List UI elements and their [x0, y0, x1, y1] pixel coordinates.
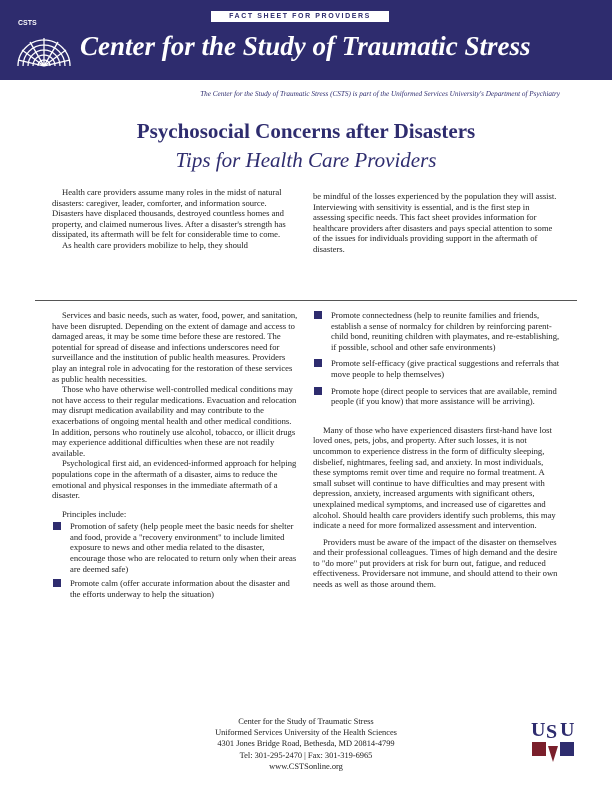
usu-letter: U	[531, 719, 546, 741]
list-item	[52, 521, 300, 574]
intro-left-column	[52, 187, 294, 251]
page-subtitle: Tips for Health Care Providers	[175, 148, 437, 172]
list-item	[52, 578, 300, 599]
header-banner	[0, 0, 612, 80]
bullet-square-icon	[53, 522, 61, 530]
list-item-text: Promote self-efficacy (give practical suggestions and referrals that move people to help themselves)	[331, 358, 560, 379]
usu-logo-icon	[530, 716, 576, 764]
footer-website-link[interactable]: www.CSTSonline.org	[269, 761, 343, 771]
fact-sheet-label: FACT SHEET FOR PROVIDERS	[211, 11, 389, 22]
list-item-text: Promotion of safety (help people meet the basic needs for shelter and food, provide a "recovery environment" to include limited exposure to news and other media related to the disaster, encourage those who are relocated to return only when their areas are deemed safe)	[70, 521, 297, 574]
body-paragraph: Many of those who have experienced disasters first-hand have lost loved ones, pets, jobs, and property. After such losses, it is not uncommon to experience distress in the form of difficulty sleeping, disbelief, nightmares, feeling sad, and anxiety. In most individuals, these symptoms remit over time and require no formal treatment. A small subset will continue to have difficulties and may present with depression, anxiety, increased arguments with significant others, unexplained medical symptoms, and increased use of cigarettes and alcohol. Should health care providers identify such problems, this may indicate a need for more formalized assessment and intervention.	[313, 424, 556, 531]
org-title: Center for the Study of Traumatic Stress	[80, 31, 531, 61]
footer-contact	[150, 716, 462, 772]
logo-text: CSTS	[18, 20, 37, 27]
list-item-text: Promote connectedness (help to reunite families and friends, establish a sense of normalcy for children by reinforcing parent-child bond, reuniting children with playmates, and re-establishing, if possible, school and other safe environments)	[331, 310, 560, 352]
intro-paragraph: As health care providers mobilize to help, they should	[62, 239, 248, 250]
bullet-square-icon	[314, 311, 322, 319]
principles-list	[52, 521, 300, 599]
list-item	[313, 358, 561, 379]
list-item-text: Promote calm (offer accurate information about the disaster and the efforts underway to help the situation)	[70, 578, 290, 599]
page-title: Psychosocial Concerns after Disasters	[136, 119, 476, 143]
csts-logo-icon	[14, 16, 74, 70]
intro-paragraph: Health care providers assume many roles in the midst of natural disasters: caregiver, leader, comforter, and information source. Disasters have displaced thousands, destroyed countless homes and property, and claimed numerous lives. After a disaster's strength has dissipated, its aftermath will be felt for considerable time to come.	[52, 187, 286, 240]
body-right-column	[313, 310, 561, 590]
intro-paragraph: be mindful of the losses experienced by the population they will assist. Interviewing with sensitivity is essential, and is the first step in assessing specific needs. This fact sheet provides information for healthcare providers after disasters and pays special attention to some of the issues for individuals providing support in the aftermath of disasters.	[313, 191, 557, 254]
section-divider	[35, 300, 577, 301]
footer-org-name: Center for the Study of Traumatic Stress	[238, 717, 374, 726]
list-item	[313, 386, 561, 407]
body-paragraph: Those who have otherwise well-controlled medical conditions may not have access to their regular medications. Evacuation and relocation may disrupt medication availability and may contribute to the exacerbations of ongoing mental health and other medical conditions. In addition, persons who routinely use alcohol, tobacco, or illicit drugs may experience additional difficulties when these are not readily available.	[52, 384, 297, 458]
principles-list-continued	[313, 310, 561, 407]
bullet-square-icon	[314, 387, 322, 395]
usu-letter: S	[546, 721, 558, 743]
intro-right-column	[313, 191, 561, 255]
list-item-text: Promote hope (direct people to services that are available, remind people (if you know) that more assistance will be arriving).	[331, 385, 557, 407]
bullet-square-icon	[314, 359, 322, 367]
principles-label: Principles include:	[62, 508, 127, 519]
body-paragraph: Psychological first aid, an evidenced-informed approach for helping populations cope in the aftermath of a disaster, aims to reduce the emotional and physical responses in the immediate aftermath of a disaster.	[52, 458, 297, 501]
body-paragraph: Services and basic needs, such as water, food, power, and sanitation, have been disrupted. Depending on the extent of damage and access to damaged areas, it may be some time before these are restored. The potential for spread of disease and infections underscores need for surveillance and the institution of public health measures. Providers play an integral role in advocating for the restoration of these services as public health necessities.	[52, 310, 298, 384]
footer-university: Uniformed Services University of the Health Sciences	[215, 728, 397, 738]
body-left-column	[52, 310, 300, 603]
list-item	[313, 310, 561, 352]
bullet-square-icon	[53, 579, 61, 587]
footer-phone-fax: Tel: 301-295-2470 | Fax: 301-319-6965	[239, 750, 373, 760]
body-paragraph: Providers must be aware of the impact of the disaster on themselves and their professional colleagues. Times of high demand and the desire to "do more" put providers at risk for burn out, fatigue, and reduced effectiveness. Providersare not immune, and should attend to their own needs as well as those around them.	[313, 536, 558, 590]
csts-affiliation-note: The Center for the Study of Traumatic Stress (CSTS) is part of the Uniformed Services University's Department of Psychiatry	[200, 90, 560, 98]
footer-address: 4301 Jones Bridge Road, Bethesda, MD 20814-4799	[217, 739, 395, 749]
usu-letter: U	[560, 719, 575, 741]
